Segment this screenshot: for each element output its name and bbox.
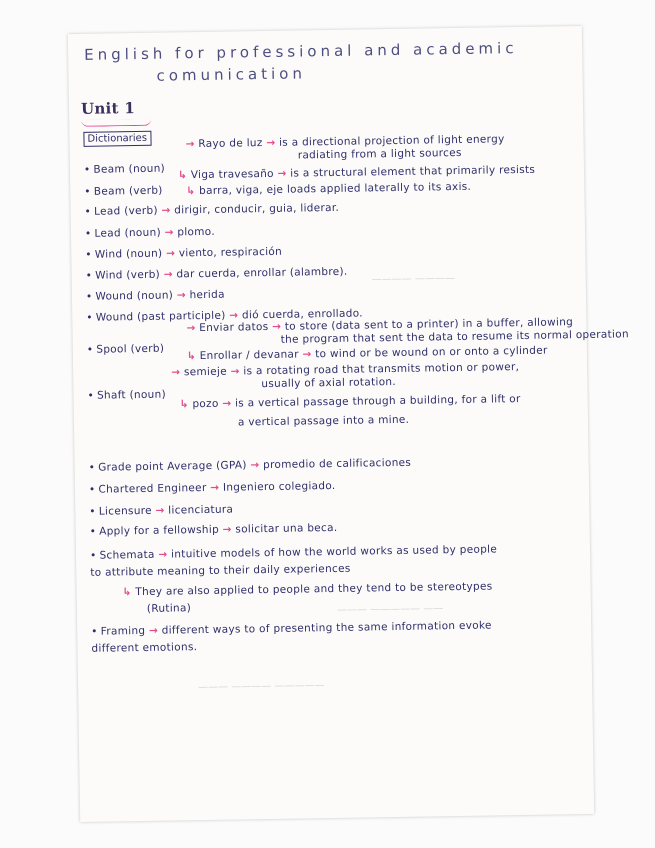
sense-text: ↳ Viga travesaño → is a structural element that primarily resists	[177, 163, 536, 182]
sense-text: the program that sent the data to resume its normal operation	[280, 328, 629, 346]
entry: • Schemata → intuitive models of how the world works as used by people	[90, 543, 497, 561]
unit-heading: Unit 1	[80, 99, 136, 118]
bleed-through-text: ———— ————	[371, 273, 456, 286]
notebook-page	[68, 26, 629, 822]
entry-term: • Beam (verb)	[84, 185, 162, 198]
entry-continued: to attribute meaning to their daily experiences	[90, 562, 351, 579]
entry-term: • Beam (noun)	[84, 163, 165, 176]
sense-text: → Enviar datos → to store (data sent to a printer) in a buffer, allowing	[186, 316, 574, 335]
entry-note: ↳ They are also applied to people and they tend to be stereotypes	[122, 580, 493, 599]
sense-text: → semieje → is a rotating road that transmits motion or power,	[171, 361, 520, 379]
sense-text: ↳ pozo → is a vertical passage through a building, for a lift or	[179, 393, 521, 411]
sense-text: ↳ barra, viga, eje loads applied laterally to its axis.	[186, 180, 472, 198]
entry: • Licensure → licenciatura	[89, 504, 233, 518]
entry: • Wind (noun) → viento, respiración	[85, 246, 282, 261]
sense-text: radiating from a light sources	[297, 146, 462, 162]
entry: • Apply for a fellowship → solicitar una beca.	[90, 522, 338, 538]
page-title-continued: comunication	[156, 64, 307, 85]
bleed-through-text: ——— ————— ——	[336, 603, 444, 616]
entry: • Lead (noun) → plomo.	[85, 226, 215, 240]
entry-term: • Shaft (noun)	[87, 389, 166, 402]
entry: • Framing → different ways to of presenting the same information evoke	[91, 620, 492, 638]
entry: • Grade point Average (GPA) → promedio de calificaciones	[89, 457, 412, 474]
entry-continued: different emotions.	[91, 641, 198, 655]
bleed-through-text: ——— ———— —————	[198, 680, 325, 694]
entry-term: • Spool (verb)	[87, 343, 165, 356]
section-heading-box: Dictionaries	[83, 131, 151, 147]
entry: • Wound (past participle) → dió cuerda, enrollado.	[86, 307, 363, 323]
entry: • Wound (noun) → herida	[86, 289, 225, 303]
entry: • Chartered Engineer → Ingeniero colegiado.	[89, 480, 336, 496]
sense-text: a vertical passage into a mine.	[237, 413, 410, 429]
sense-text: ↳ Enrollar / devanar → to wind or be wound on or onto a cylinder	[186, 344, 548, 363]
unit-underline	[81, 119, 151, 127]
page-title: English for professional and academic	[84, 39, 518, 64]
entry: • Wind (verb) → dar cuerda, enrollar (alambre).	[86, 266, 348, 282]
sense-text: → Rayo de luz → is a directional projection of light energy	[185, 133, 505, 151]
entry: • Lead (verb) → dirigir, conducir, guia, liderar.	[85, 202, 340, 218]
entry-note: (Rutina)	[146, 602, 192, 615]
sense-text: usually of axial rotation.	[261, 375, 397, 391]
